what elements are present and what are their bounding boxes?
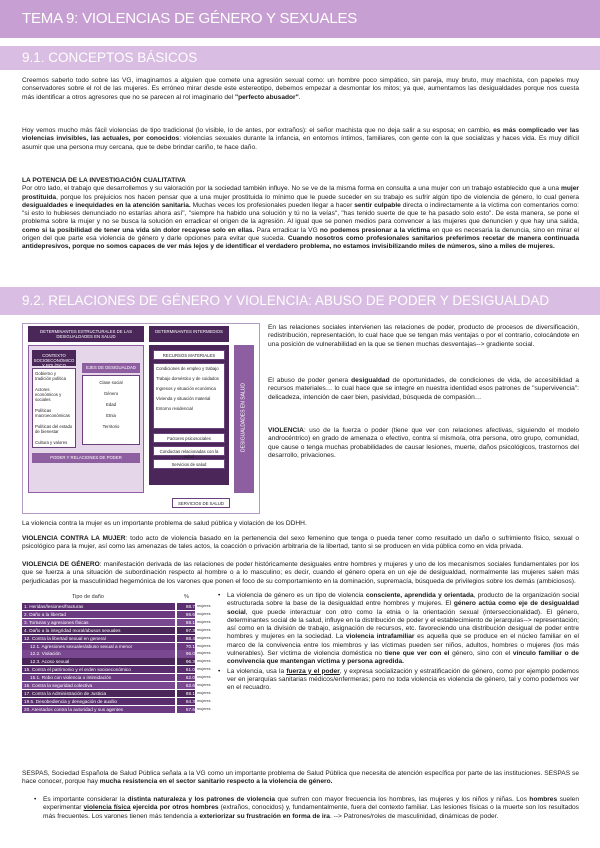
table-row [22,635,214,642]
diagram-axis-item: Territorio [102,424,120,429]
diagram-outcome-label: DESIGUALDADES EN SALUD [240,383,247,452]
table-cell-unit: mujeres [197,627,211,632]
table-cell-value: 88.1 [177,690,195,697]
diagram-axis-item: Etnia [106,413,116,418]
diagram-resource-item: Ingresos y situación económica [156,386,216,391]
table-cell-label: 3. Torturas y agresiones físicas [22,619,175,626]
paragraph-gender-violence: VIOLENCIA DE GÉNERO: manifestación derivada de las relaciones de poder históricamente desiguales entre hombres y mujeres y uno de los mecanismos sociales fundamentales por los que se fuerza a una situación de subordinación respecto al hombre o a lo masculino; es decir, cuando el género opera en un eje de desigualdad, normalmente las mujeres salen más perjudicadas por la masculinidad hegemónica de los varones que ponen el foco de su comportamiento en la dominación, supremacía, búsqueda de privilegios sobre los demás (ambiciosos). [22,561,579,585]
diagram-resources-title: RECURSOS MATERIALES [153,350,225,360]
table-cell-label: 1. Heridas/lesiones/fracturas [22,603,175,610]
paragraph-sespas: SESPAS, Sociedad Española de Salud Pública señala a la VG como un importante problema de Salud Pública que necesita de atención específica por parte de las instituciones. SESPAS se hace conocer, porque hay mucha resistencia en el sector sanitario respecto a la violencia de género. [22,770,579,786]
table-cell-value: 62.6 [177,682,195,689]
bullet-icon: • [218,667,221,675]
table-cell-value: 96.3 [177,658,195,665]
table-cell-label: 12.2. Violación [22,650,175,657]
paragraph-visible-violence: Hoy vemos mucho más fácil violencias de tipo tradicional (lo visible, lo de antes, por extraños): el señor machista que no deja salir a su esposa; en cambio, es más complicado ver las violencias invisibles, las actuales, por conocidos: violencias sexuales durante la infancia, en entornos íntimos, familiares, con gente con la que socializas y haces vida. Es muy difícil asumir que una persona muy cercana, que te debe brindar cariño, te hace daño. [22,127,579,151]
diagram-resource-item: Vivienda y situación material [156,396,211,401]
diagram-right-title: DETERMINANTES INTERMEDIOS [149,326,229,342]
table-row [22,674,214,681]
table-header-value: % [184,594,189,600]
table-cell-value: 57.6 [177,706,195,713]
table-cell-label: 15. Contra el patrimonio y el orden socioeconómico [22,666,175,673]
table-cell-value: 88.7 [177,603,195,610]
table-cell-label: 17. Contra la Administración de Justicia [22,690,175,697]
table-cell-value: 88.4 [177,635,195,642]
diagram-psychosocial: Factores psicosociales [153,433,225,443]
diagram-resources-items [153,363,225,429]
diagram-left-footer: PODER Y RELACIONES DE PODER [32,453,140,463]
table-cell-unit: mujeres [197,667,211,672]
diagram-axes-title: EJES DE DESIGUALDAD [82,363,140,373]
paragraph-violence-definition: VIOLENCIA: uso de la fuerza o poder (tiene que ver con relaciones afectivas, siguiendo el modelo androcéntrico) en grado de amenaza o efectivo, contra sí mismo/a, otra persona, otro grupo, comunidad, que cause o tenga muchas probabilidades de causar lesiones, muerte, daños psicológicos, trastornos del desarrollo, privaciones. [268,427,579,459]
bullet-icon: • [34,796,37,803]
diagram-context-item: Gobierno y tradición política [35,371,67,381]
table-cell-label: 4. Daño a la integridad moral/abusos sexuales [22,627,175,634]
paragraph-public-health: La violencia contra la mujer es un importante problema de salud pública y violación de los DDHH. [22,520,307,527]
diagram-axis-item: Edad [105,402,117,407]
diagram-axes-items [82,375,140,445]
table-row [22,643,214,650]
paragraph-stereotypes: Creemos saberlo todo sobre las VG, imaginamos a alguien que comete una agresión sexual como: un hombre poco simpático, sin pareja, muy bruto, muy machista, con papeles muy conservadores sobre el rol de las mujeres. Es erróneo mirar desde este estereotipo, debemos empezar a desmontar los mitos; ya que, aumentamos las desigualdades porque nos cuesta más identificar a otros agresores que no se parecen al rol imaginario del "perfecto abusador". [22,77,579,101]
bullet-icon: • [218,592,221,599]
diagram-health-services: Servicios de salud [153,459,225,469]
diagram-axis-item: Género [103,391,119,396]
table-row [22,690,214,697]
table-cell-value: 70.1 [177,643,195,650]
diagram-context-title: CONTEXTO SOCIOECONÓMICO Y POLÍTICO [32,350,76,366]
table-row [22,650,214,657]
paragraph-power-abuse: El abuso de poder genera desigualdad de oportunidades, de condiciones de vida, de accesibilidad a recursos materiales… lo cual hace que se integre en nuestra identidad esos patrones de "supervivencia": delicadeza, intención de caer bien, pasividad, búsqueda de compasión… [268,377,580,401]
table-cell-label: 12. Contra la libertad sexual en general [22,635,175,642]
table-row [22,619,214,626]
diagram-resource-item: Condiciones de empleo y trabajo [156,366,219,371]
diagram-context-item: Cultura y valores [35,440,68,445]
table-row [22,603,214,610]
diagram-resource-item: Trabajo doméstico y de cuidados [156,376,219,381]
list-item: • Es importante considerar la distinta naturaleza y los patrones de violencia que sufren con mayor frecuencia los hombres, las mujeres y los niños y niñas. Los hombres suelen experimentar violencia física ejercida por otros hombres (extraños, conocidos) y, fundamentalmente, fuera del contexto familiar. Las lesiones físicas o la muerte son los resultados más frecuentes. Los varones tienen más tendencia a exteriorizar su frustración en forma de ira. --> Patrones/roles de masculinidad, dinámicas de poder. [34,796,580,820]
diagram-context-item: Actores económicos y sociales [35,387,62,402]
section-heading-9-1: 9.1. CONCEPTOS BÁSICOS [0,46,600,70]
table-cell-label: 20. Atentados contra la autoridad y sus agentes [22,706,175,713]
diagram-resource-item: Entorno residencial [156,406,193,411]
table-cell-label: 2. Daño a la libertad [22,611,175,618]
table-cell-label: 12.3. Acoso sexual [22,658,175,665]
paragraph-violence-against-women: VIOLENCIA CONTRA LA MUJER: todo acto de violencia basado en la pertenencia del sexo femenino que tenga o pueda tener como resultado un daño o sufrimiento físico, sexual o psicológico para la mujer, así como las amenazas de tales actos, la coacción o privación arbitraria de la libertad, tanto si se producen en vida pública como en vida privada. [22,535,579,551]
bullet-list-gender-violence [218,592,579,694]
table-cell-unit: mujeres [197,690,211,695]
section-heading-9-2: 9.2. RELACIONES DE GÉNERO Y VIOLENCIA: ABUSO DE PODER Y DESIGUALDAD [0,287,600,315]
table-cell-unit: mujeres [197,604,211,608]
table-cell-value: 62.0 [177,674,195,681]
table-cell-unit: mujeres [197,706,211,711]
paragraph-qualitative-research: LA POTENCIA DE LA INVESTIGACIÓN CUALITATIVA Por otro lado, el trabajo que desarrollemos y su valoración por la sociedad también influye. No se ve de la misma forma en consulta a una mujer con un trabajo establecido que a una mujer prostituida, porque los prejuicios nos hacen pensar que a una mujer prostituida lo mínimo que le puede suceder en su trabajo es sufrir algún tipo de violencia de género, lo cual genera desigualdades e inequidades en la atención sanitaria. Muchas veces los profesionales pueden llegar a hacer sentir culpable directa o indirectamente a la víctima con comentarios como: "si esto lo hubieses denunciado no estarías ahora así", "siempre ha habido una solución y tú no la veías", "has tenido suerte de que te ha pasado solo esto". De esta manera, se pone el problema sobre la mujer y no se busca la solución en erradicar el origen de la agresión. Al igual que se ponen medios para convencer a las mujeres que denuncien y que hay una salida, como si la posibilidad de tener una vida sin dolor recayese solo en ellas. Para erradicar la VG no podemos presionar a la víctima en que es necesaria la denuncia, sino en mirar el origen del que parte esa violencia de género y darle opciones para evitar que suceda. Cuando nosotros como profesionales sanitarios preferimos recetar de manera continuada antidepresivos, porque no somos capaces de ver más lejos y de identificar el verdadero problema, no estamos invisibilizando miles de números, sino a miles de mujeres. [22,177,580,251]
damage-type-table [22,593,214,715]
diagram-behaviours: Conductas relacionadas con la salud [153,446,225,456]
list-item: • La violencia, usa la fuerza y el poder, y expresa socialización y estratificación de género, como por ejemplo podemos ver en jerarquías sanitarias médicos/enfermeras; pero no toda violencia es violencia de género, tal y como podemos ver en el recuadro. [218,667,579,692]
table-row [22,666,214,673]
table-row [22,658,214,665]
table-row [22,706,214,713]
paragraph-power-relations: En las relaciones sociales intervienen las relaciones de poder, producto de procesos de diversificación, redistribución, representación, lo cual hace que se tengan más ventajas o por el contrario, colocándote en una posición de vulnerabilidad en la que se tienen muchas desventajas--> gradiente social. [268,324,579,348]
determinants-diagram [22,323,260,514]
table-cell-unit: mujeres [197,659,211,664]
table-cell-value: 96.0 [177,650,195,657]
diagram-context-item: Políticas macroeconómicas [35,408,70,418]
table-cell-unit: mujeres [197,643,211,648]
diagram-context-items [32,368,76,448]
table-cell-unit: mujeres [197,675,211,680]
subheading-qualitative: LA POTENCIA DE LA INVESTIGACIÓN CUALITATIVA [22,177,186,184]
table-cell-label: 16. Contra la seguridad colectiva [22,682,175,689]
table-cell-unit: mujeres [197,635,211,640]
bullet-list-patterns [34,796,579,822]
table-row [22,611,214,618]
table-cell-value: 86.6 [177,611,195,618]
table-cell-value: 88.1 [177,619,195,626]
table-row [22,682,214,689]
table-cell-unit: mujeres [197,611,211,616]
diagram-outcome-bar [234,345,254,493]
diagram-context-item: Políticas del estado de bienestar [35,424,73,434]
table-cell-unit: mujeres [197,683,211,687]
table-cell-value: 61.0 [177,666,195,673]
diagram-axis-item: Clase social [99,380,123,385]
table-header-label: Tipo de daño [72,594,104,600]
document-title: TEMA 9: VIOLENCIAS DE GÉNERO Y SEXUALES [0,0,600,38]
table-row [22,698,214,705]
table-cell-unit: mujeres [197,619,211,624]
table-header [22,593,214,602]
table-cell-value: 84.3 [177,698,195,705]
table-cell-unit: mujeres [197,651,211,656]
table-cell-label: 19.5. Desobediencia y denegación de auxilio [22,698,175,705]
diagram-bottom-box: SERVICIOS DE SALUD [172,498,230,508]
table-cell-label: 12.1. Agresiones sexuales/abuso sexual a menor [22,643,175,650]
list-item: • La violencia de género es un tipo de violencia consciente, aprendida y orientada, producto de la organización social estructurada sobre la base de la desigualdad entre hombres y mujeres. El género actúa como eje de desigualdad social, que puede interactuar con otro como la etnia o la orientación sexual (interseccionalidad). El género, determinantes social de la salud, influye en la distribución de poder y el establecimiento de jerarquías--> representación; así como en la división de trabajo, asignación de recursos, etc. favoreciendo una distribución desigual de poder entre hombres y mujeres en la sociedad. La violencia intrafamiliar es aquella que se produce en el núcleo familiar en el marco de la convivencia entre los miembros y las víctimas pueden ser niños, adultos, hombres o mujeres (los más vulnerables). Ser víctima de violencia doméstica no tiene que ver con el género, sino con el vínculo familiar o de convivencia que mantengan víctima y persona agredida. [218,592,579,666]
table-row [22,627,214,634]
table-cell-label: 15.1. Robo con violencia o intimidación [22,674,175,681]
table-cell-value: 97.3 [177,627,195,634]
table-cell-unit: mujeres [197,698,211,703]
diagram-left-title: DETERMINANTES ESTRUCTURALES DE LAS DESIGUALDADES EN SALUD [28,326,144,342]
